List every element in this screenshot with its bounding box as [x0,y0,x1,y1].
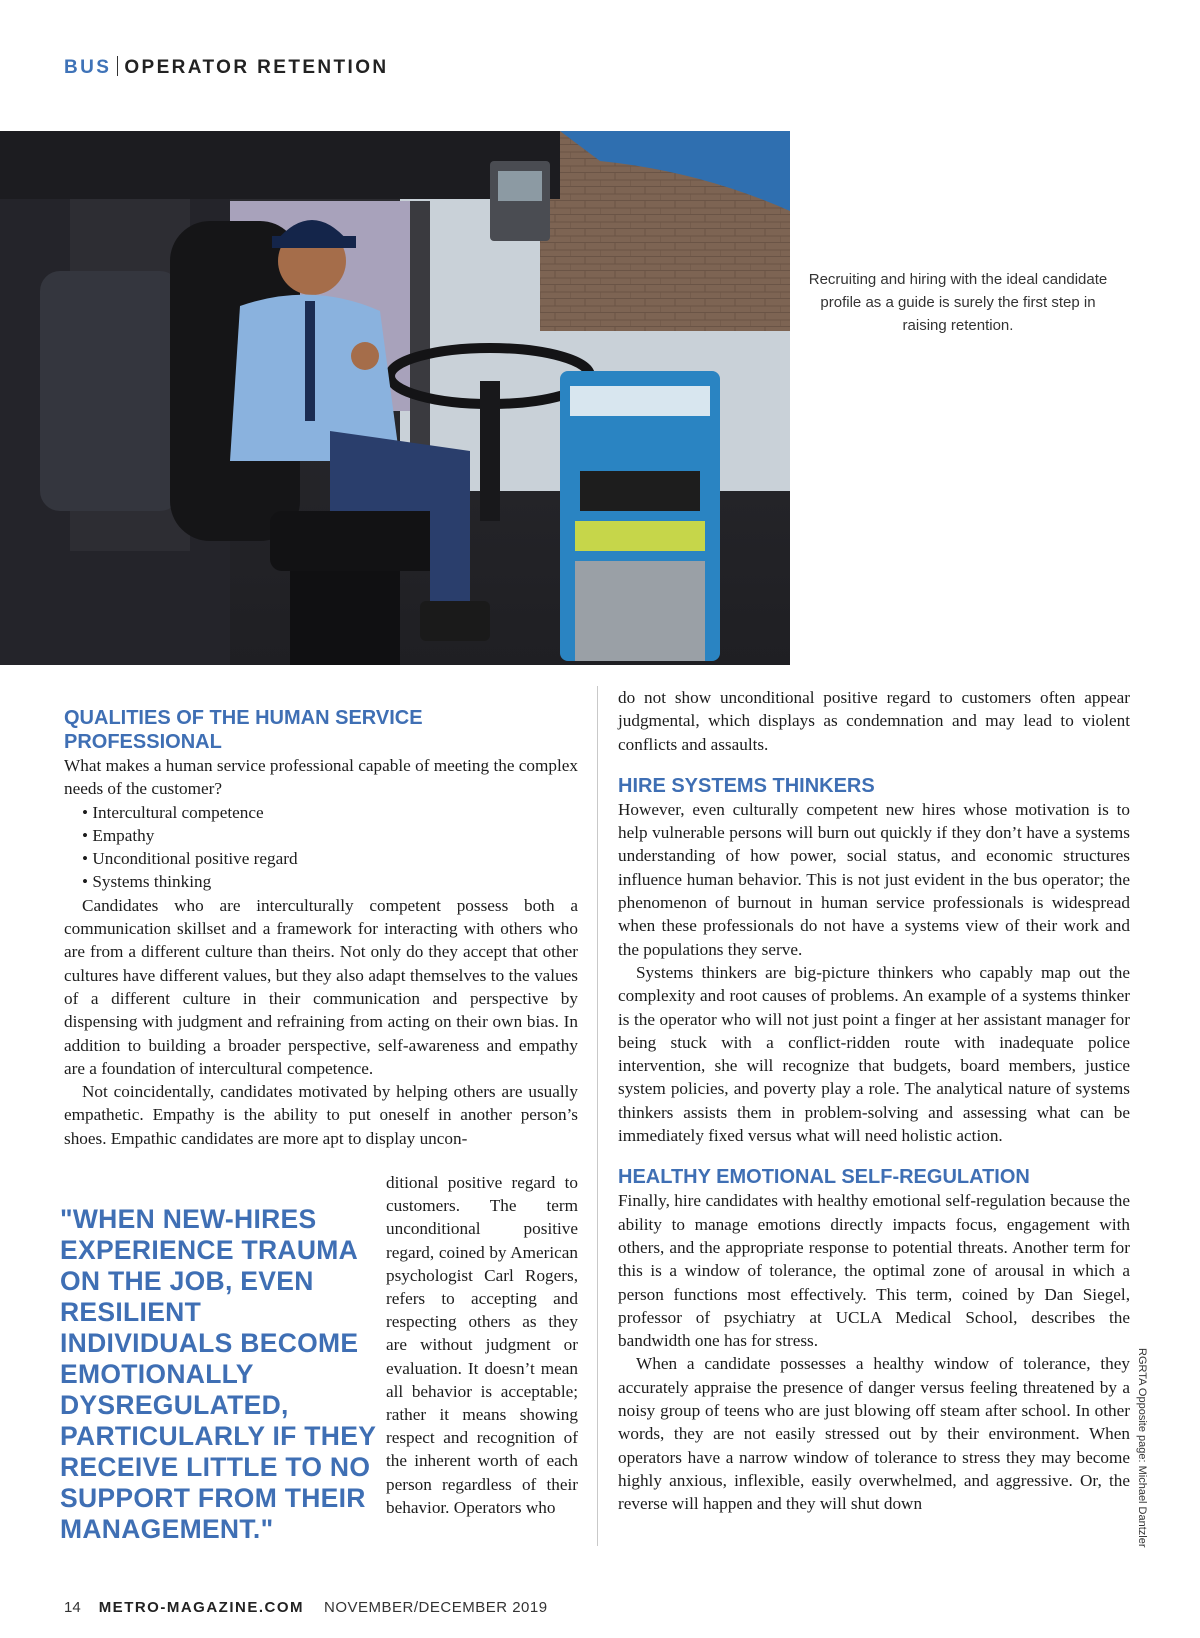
column-right [618,686,1130,1516]
list-item: • Intercultural competence [82,802,264,822]
list-item: • Empathy [82,825,155,845]
issue-date: NOVEMBER/DECEMBER 2019 [324,1599,548,1616]
photo-illustration [0,131,790,665]
page-number: 14 [64,1599,81,1616]
body-paragraph: Not coincidentally, candidates motivated by helping others are usually empathetic. Empathy is the ability to put oneself in another person’s shoes. Empathic candidates are more apt to display uncon- [64,1082,578,1148]
body-paragraph: do not show unconditional positive regard to customers often appear judgmental, which displays as condemnation and may lead to violent conflicts and assaults. [618,688,1130,754]
column-left [64,706,578,1150]
heading-qualities: QUALITIES OF THE HUMAN SERVICE PROFESSIONAL [64,707,423,753]
heading-self-regulation: HEALTHY EMOTIONAL SELF-REGULATION [618,1166,1030,1189]
photo-caption: Recruiting and hiring with the ideal candidate profile as a guide is surely the first step in raising retention. [808,271,1108,334]
site-link[interactable]: METRO-MAGAZINE.COM [98,1599,305,1616]
pull-quote: "WHEN NEW-HIRES EXPERIENCE TRAUMA ON THE JOB, EVEN RESILIENT INDIVIDUALS BECOME EMOTIONALLY DYSREGULATED, PARTICULARLY IF THEY RECEIVE LITTLE TO NO SUPPORT FROM THEIR MANAGEMENT." [60,1204,376,1544]
section-label: BUS [64,57,112,78]
column-divider [597,686,598,1546]
header-divider [117,56,118,76]
topic-label: OPERATOR RETENTION [124,57,389,78]
list-item: • Systems thinking [82,872,212,892]
body-paragraph: Finally, hire candidates with healthy emotional self-regulation because the ability to manage emotions directly impacts focus, engagement with others, and the appropriate response to potential threats. Another term for this is a window of tolerance, the optimal zone of arousal in which a person functions most effectively. This term, coined by Dan Siegel, professor of psychiatry at UCLA Medical School, describes the bandwidth one has for stress. [618,1191,1130,1351]
body-paragraph: Systems thinkers are big-picture thinkers who capably map out the complexity and root causes of problems. An example of a systems thinker is the operator who will not just point a finger at her assistant manager for being stuck with a conflict-ridden route with inadequate police intervention, she will recognize that budgets, board members, justice system policies, and poverty play a role. The analytical nature of systems thinkers assists them in problem-solving and assessing what can be immediately fixed versus what will need holistic action. [618,962,1130,1146]
section-header [64,56,389,80]
body-paragraph: Candidates who are interculturally competent possess both a communication skillset and a framework for interacting with others who are from a different culture than theirs. Not only do they accept that other cultures have different values, but they also adapt themselves to the values of a different culture in their communication and perspective by dispensing with judgment and refraining from acting on their own bias. In addition to building a broader perspective, self-awareness and empathy are a foundation of intercultural competence. [64,895,578,1078]
body-paragraph: When a candidate possesses a healthy window of tolerance, they accurately appraise the presence of danger versus feeling threatened by a noisy group of teens who are just blowing off steam after school. In other words, they are not easily stressed out by their environment. When operators have a narrow window of tolerance to stress they may become highly anxious, inflexible, easily overwhelmed, and aggressive. Or, the reverse will happen and they will shut down [618,1354,1130,1514]
page-footer [64,1599,548,1616]
list-item: • Unconditional positive regard [82,849,298,869]
bus-operator-photo [0,131,790,665]
intro-paragraph: What makes a human service professional capable of meeting the complex needs of the customer? [64,756,578,799]
qualities-list [64,801,578,894]
body-paragraph-continued: ditional positive regard to customers. The term unconditional positive regard, coined by American psychologist Carl Rogers, refers to accepting and respecting others as they are without judgment or evaluation. It doesn’t mean all behavior is acceptable; rather it means showing respect and recognition of the inherent worth of each person regardless of their behavior. Operators who [386,1173,578,1517]
heading-systems-thinkers: HIRE SYSTEMS THINKERS [618,774,875,797]
body-paragraph: However, even culturally competent new hires whose motivation is to help vulnerable persons will burn out quickly if they don’t have a systems understanding of how power, social status, and economic structures influence human behavior. This is not just evident in the bus operator; the phenomenon of burnout in human service professionals is widespread when these professionals do not have a systems view of their work and the populations they serve. [618,799,1130,959]
